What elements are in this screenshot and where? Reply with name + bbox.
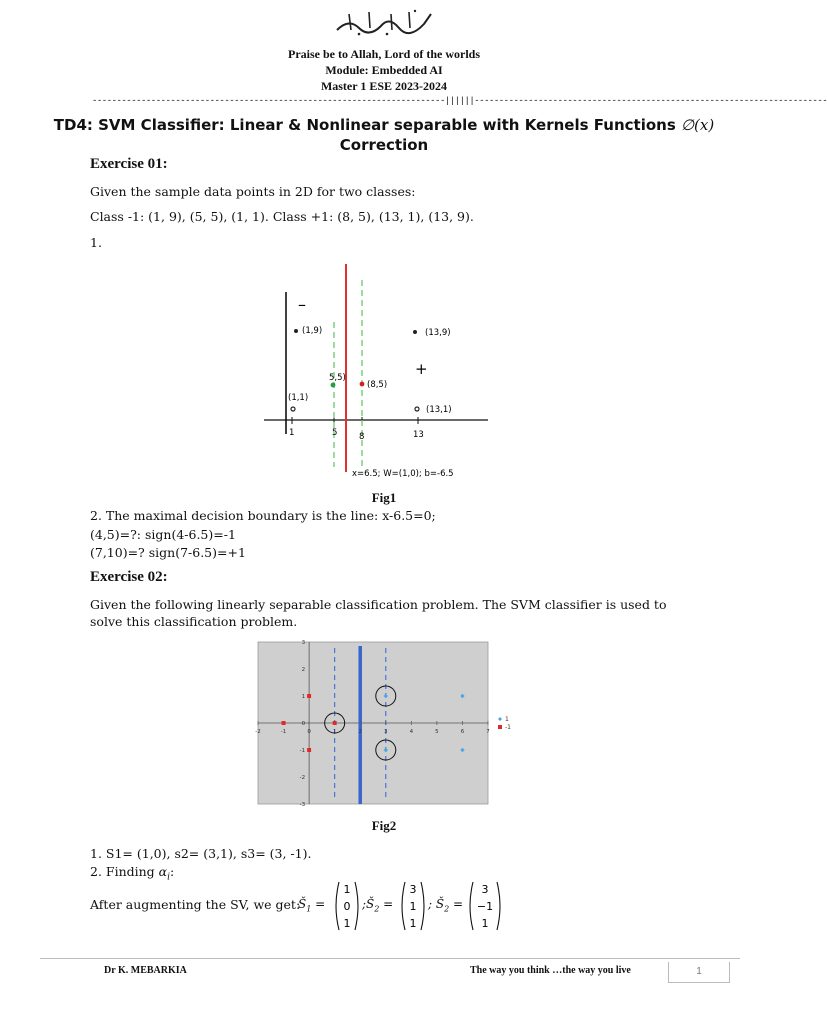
s2-name: $;Š_2$ = [362, 897, 394, 914]
fig2-x-tick-label-8: 6 [460, 729, 465, 735]
header-praise: Praise be to Allah, Lord of the worlds [288, 47, 480, 61]
s1-index: 1 [306, 904, 312, 914]
fig1-label-5-5: 5,5) [329, 373, 346, 383]
s1-vec-2: 1 [343, 917, 351, 930]
fig2-legend-label-0: 1 [505, 716, 509, 723]
fig1-point-1-1 [291, 407, 295, 411]
fig2-point-s1-3 [282, 721, 286, 725]
fig2-y-tick-label-6: -3 [299, 802, 306, 808]
s3-vec-2: 1 [481, 917, 489, 930]
fig1-boundary-note: x=6.5; W=(1,0); b=-6.5 [352, 469, 454, 479]
fig2-x-tick-label-3: 1 [332, 729, 337, 735]
s1-vector [332, 880, 362, 932]
fig1-point-13-9 [413, 330, 417, 334]
footer-author: Dr K. MEBARKIA [104, 965, 187, 976]
title-main: TD4: SVM Classifier: Linear & Nonlinear separable with Kernels Functions [53, 116, 676, 134]
title-correction: Correction [339, 136, 429, 154]
exercise2-augment-prefix: After augmenting the SV, we get: [90, 897, 301, 912]
fig1-tick-1: 1 [289, 428, 295, 438]
fig2-x-tick-label-7: 5 [435, 729, 439, 735]
page-number: 1 [696, 966, 702, 977]
footer-motto: The way you think …the way you live [470, 965, 631, 976]
fig1-diagram [260, 262, 492, 484]
s1-vec-1: 0 [343, 900, 351, 913]
bismillah-calligraphy [0, 8, 768, 42]
fig1-tick-8: 8 [359, 432, 365, 442]
fig1-point-13-1 [415, 407, 419, 411]
s2-vec-2: 1 [409, 917, 417, 930]
exercise1-heading: Exercise 01: [90, 156, 168, 172]
exercise2-answer1: 1. S1= (1,0), s2= (3,1), s3= (3, -1). [90, 846, 312, 861]
fig2-y-tick-label-1: 2 [301, 667, 306, 673]
fig2-x-tick-label-2: 0 [307, 729, 311, 735]
fig2-point-s1-2 [307, 748, 311, 752]
fig2-x-tick-label-4: 2 [358, 729, 362, 735]
exercise1-answer3: (7,10)=? sign(7-6.5)=+1 [90, 545, 246, 560]
fig1-point-8-5 [360, 382, 365, 387]
fig2-y-tick-label-2: 1 [301, 694, 306, 700]
fig2-y-tick-label-3: 0 [301, 721, 306, 727]
fig1-label-13-1: (13,1) [426, 405, 452, 415]
fig1-tick-13: 13 [413, 430, 424, 440]
footer-rule [40, 958, 740, 959]
fig2-x-tick-label-0: -2 [255, 729, 261, 735]
page-title [0, 116, 768, 134]
fig1-point-1-9 [294, 329, 298, 333]
header-module: Module: Embedded AI [325, 63, 443, 77]
alpha-subscript: i [167, 872, 170, 883]
fig1-label-8-5: (8,5) [367, 380, 388, 390]
s1-vec-0: 1 [343, 883, 351, 896]
arabic-calligraphy-logo [329, 8, 439, 38]
s2-vector [398, 880, 428, 932]
augmented-vectors [298, 878, 518, 932]
fig1-label-13-9: (13,9) [425, 328, 451, 338]
header-separator: ------------------------------------------------------------------------||||||------------------------------------------------------------------------ [92, 96, 827, 106]
header-master: Master 1 ESE 2023-2024 [320, 79, 448, 93]
fig2-x-tick-label-1: -1 [280, 729, 287, 735]
fig1-minus-sign: – [298, 295, 306, 314]
exercise1-answer2: (4,5)=?: sign(4-6.5)=-1 [90, 527, 236, 542]
fig1-label-1-1: (1,1) [288, 393, 309, 403]
s2-index: 2 [374, 904, 380, 914]
fig2-x-tick-label-6: 4 [409, 729, 414, 735]
exercise2-intro-line1: Given the following linearly separable classification problem. The SVM classifier is used to [90, 597, 667, 612]
s2-vec-0: 3 [409, 883, 417, 896]
fig2-chart [246, 638, 522, 808]
fig2-caption: Fig2 [371, 818, 397, 833]
exercise2-answer2 [90, 864, 174, 883]
fig2-legend-label-1: -1 [505, 724, 511, 731]
answer2-suffix: : [170, 864, 175, 879]
fig1-tick-5: 5 [332, 428, 338, 438]
exercise1-answer1: 2. The maximal decision boundary is the line: x-6.5=0; [90, 508, 436, 523]
fig2-x-tick-label-5: 3 [384, 729, 388, 735]
s3-name: ; $Š_2$ = [428, 897, 464, 914]
s3-vec-0: 3 [481, 883, 489, 896]
fig2-legend-marker-0 [498, 717, 502, 721]
s3-vector [466, 880, 504, 932]
page-number-box [668, 962, 730, 983]
s1-name: $Š_1$ = [298, 897, 326, 914]
fig1-plus-sign: + [415, 360, 428, 378]
fig2-point-s1-1 [307, 694, 311, 698]
s2-vec-1: 1 [409, 900, 417, 913]
fig1-label-1-9: (1,9) [302, 326, 323, 336]
fig1-point-5-5 [331, 383, 336, 388]
alpha-symbol: α [158, 864, 168, 879]
exercise2-heading: Exercise 02: [90, 569, 168, 585]
fig2-point-s1-0 [333, 721, 337, 725]
s3-index: 2 [444, 904, 450, 914]
exercise1-intro: Given the sample data points in 2D for two classes: [90, 184, 416, 199]
exercise2-intro-line2: solve this classification problem. [90, 614, 298, 629]
fig1-caption: Fig1 [371, 490, 397, 505]
title-phi: ∅(x) [680, 116, 715, 134]
exercise1-item1: 1. [90, 235, 102, 250]
fig2-legend-marker-1 [498, 725, 502, 729]
fig2-y-tick-label-0: 3 [301, 640, 306, 646]
fig2-y-tick-label-4: -1 [299, 748, 306, 754]
answer2-prefix: 2. Finding [90, 864, 159, 879]
fig2-y-tick-label-5: -2 [299, 775, 306, 781]
exercise1-classes: Class -1: (1, 9), (5, 5), (1, 1). Class +1: (8, 5), (13, 1), (13, 9). [90, 209, 474, 224]
s3-vec-1: −1 [476, 900, 494, 913]
fig2-x-tick-label-9: 7 [486, 729, 490, 735]
